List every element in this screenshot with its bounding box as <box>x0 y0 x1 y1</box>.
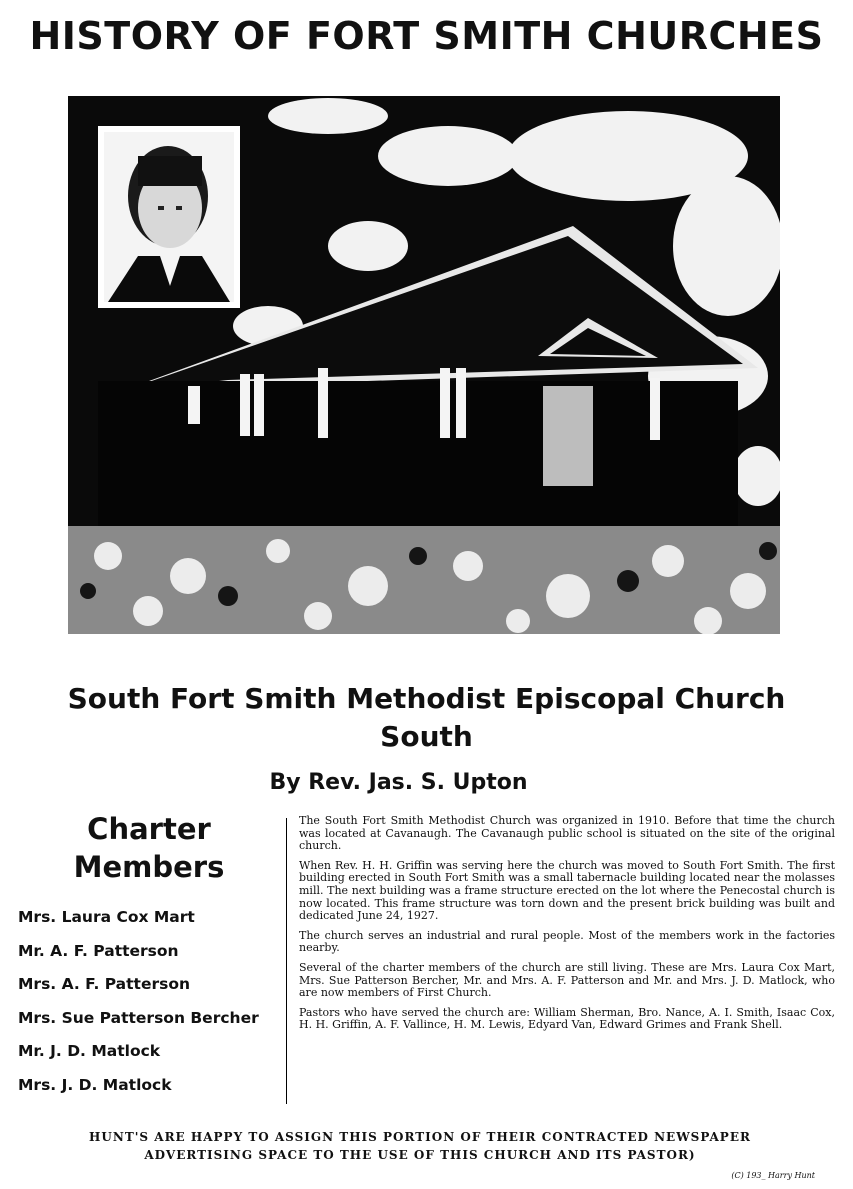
article-title: South Fort Smith Methodist Episcopal Church South <box>67 682 786 753</box>
church-photo <box>68 96 780 634</box>
list-item: Mrs. Laura Cox Mart <box>18 908 195 926</box>
article-byline: By Rev. Jas. S. Upton <box>269 770 528 795</box>
body-paragraph: Pastors who have served the church are: William Sherman, Bro. Nance, A. I. Smith, Isaac Cox, H. H. Griffin, A. F. Vallince, H. M. Lewis, Edyard Van, Edward Grimes and Frank Shell. <box>299 1005 835 1032</box>
photo-credit: (C) 193_ Harry Hunt <box>731 1171 815 1180</box>
page-headline: HISTORY OF FORT SMITH CHURCHES <box>29 14 824 58</box>
list-item: Mrs. A. F. Patterson <box>18 975 191 993</box>
charter-members-heading: Charter Members <box>73 812 225 884</box>
list-item: Mr. A. F. Patterson <box>18 941 179 960</box>
body-paragraph: When Rev. H. H. Griffin was serving here the church was moved to South Fort Smith. The first building erected in South Fort Smith was a small tabernacle building located near the molasses mill. The next building was a frame structure erected on the lot where the Penecostal church is now located. This frame structure was torn down and the present brick building was built and dedicated June 24, 1927. <box>299 858 835 923</box>
article-body <box>299 815 835 1039</box>
list-item: Mrs. J. D. Matlock <box>18 1075 172 1094</box>
church-photo-icon <box>68 96 780 634</box>
body-paragraph: The South Fort Smith Methodist Church was organized in 1910. Before that time the church was located at Cavanaugh. The Cavanaugh public school is situated on the site of the original church. <box>299 814 835 853</box>
list-item: Mrs. Sue Patterson Bercher <box>18 1008 259 1027</box>
body-paragraph: Several of the charter members of the church are still living. These are Mrs. Laura Cox Mart, Mrs. Sue Patterson Bercher, Mr. and Mrs. A. F. Patterson and Mr. and Mrs. J. D. Matlock, who are now members of First Church. <box>299 960 835 1000</box>
sponsor-footer: HUNT'S ARE HAPPY TO ASSIGN THIS PORTION OF THEIR CONTRACTED NEWSPAPER ADVERTISING SPACE TO THE USE OF THIS CHURCH AND ITS PASTOR) <box>89 1130 751 1162</box>
body-paragraph: The church serves an industrial and rural people. Most of the members work in the factories nearby. <box>299 928 835 955</box>
column-divider <box>286 818 287 1104</box>
list-item: Mr. J. D. Matlock <box>18 1042 161 1060</box>
charter-members-list <box>18 906 280 1107</box>
